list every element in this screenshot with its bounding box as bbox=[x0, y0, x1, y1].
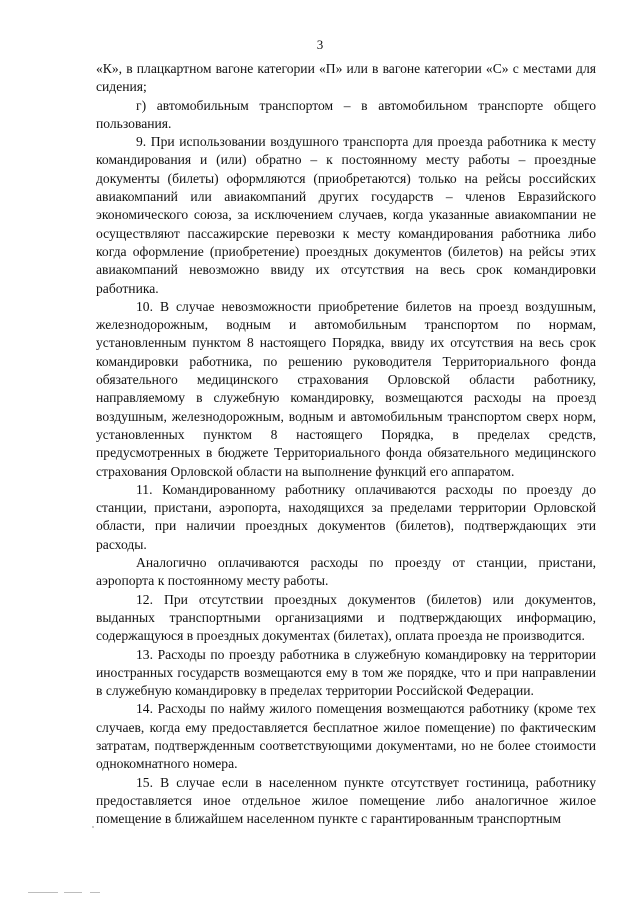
paragraph-continuation: «К», в плацкартном вагоне категории «П» или в вагоне категории «С» с местами для сидения; bbox=[96, 61, 596, 95]
document-body bbox=[96, 60, 596, 828]
paragraph-9: 9. При использовании воздушного транспорта для проезда работника к месту командирования и (или) обратно – к постоянному месту работы – проездные документы (билеты) оформляются (приобретаются) только на рейсы российских авиакомпаний или авиакомпаний других государств – членов Евразийского экономического союза, за исключением случаев, когда указанные авиакомпании не осуществляют пассажирские перевозки к месту командирования работника либо когда оформление (приобретение) проездных документов (билетов) на рейсы этих авиакомпаний невозможно ввиду их отсутствия на весь срок командировки работника. bbox=[96, 134, 596, 296]
paragraph-11: 11. Командированному работнику оплачиваются расходы по проезду до станции, пристани, аэропорта, находящихся за пределами территории Орловской области, при наличии проездных документов (билетов), подтверждающих эти расходы. bbox=[96, 481, 596, 552]
paragraph-10: 10. В случае невозможности приобретение билетов на проезд воздушным, железнодорожным, водным и автомобильным транспортом по нормам, установленным пунктом 8 настоящего Порядка, ввиду их отсутствия на весь срок командировки работника, по решению руководителя Территориального фонда обязательного медицинского страхования Орловской области работнику, направляемому в служебную командировку, возмещаются расходы на проезд воздушным, железнодорожным, водным и автомобильным транспортом сверх норм, установленных пунктом 8 настоящего Порядка, в пределах средств, предусмотренных в бюджете Территориального фонда обязательного медицинского страхования Орловской области на выполнение функций его аппаратом. bbox=[96, 298, 596, 479]
footer-scan-marks bbox=[28, 892, 118, 896]
paragraph-11-cont: Аналогично оплачиваются расходы по проезду от станции, пристани, аэропорта к постоянному месту работы. bbox=[96, 555, 596, 589]
paragraph-13: 13. Расходы по проезду работника в служебную командировку на территории иностранных государств возмещаются ему в том же порядке, что и при направлении в служебную командировку в пределах территории Российской Федерации. bbox=[96, 646, 596, 699]
scan-speck bbox=[92, 826, 94, 828]
page-number: 3 bbox=[316, 37, 324, 52]
paragraph-14: 14. Расходы по найму жилого помещения возмещаются работнику (кроме тех случаев, когда ему предоставляется бесплатное жилое помещение) по фактическим затратам, подтвержденным соответствующими документами, но не более стоимости однокомнатного номера. bbox=[96, 701, 596, 772]
paragraph-15: 15. В случае если в населенном пункте отсутствует гостиница, работнику предоставляется иное отдельное жилое помещение либо аналогичное жилое помещение в ближайшем населенном пункте с гарантированным транспортным bbox=[96, 774, 596, 827]
paragraph-item-g: г) автомобильным транспортом – в автомобильном транспорте общего пользования. bbox=[96, 97, 596, 131]
paragraph-12: 12. При отсутствии проездных документов (билетов) или документов, выданных транспортными организациями и подтверждающих информацию, содержащуюся в проездных документах (билетах), оплата проезда не производится. bbox=[96, 591, 596, 644]
